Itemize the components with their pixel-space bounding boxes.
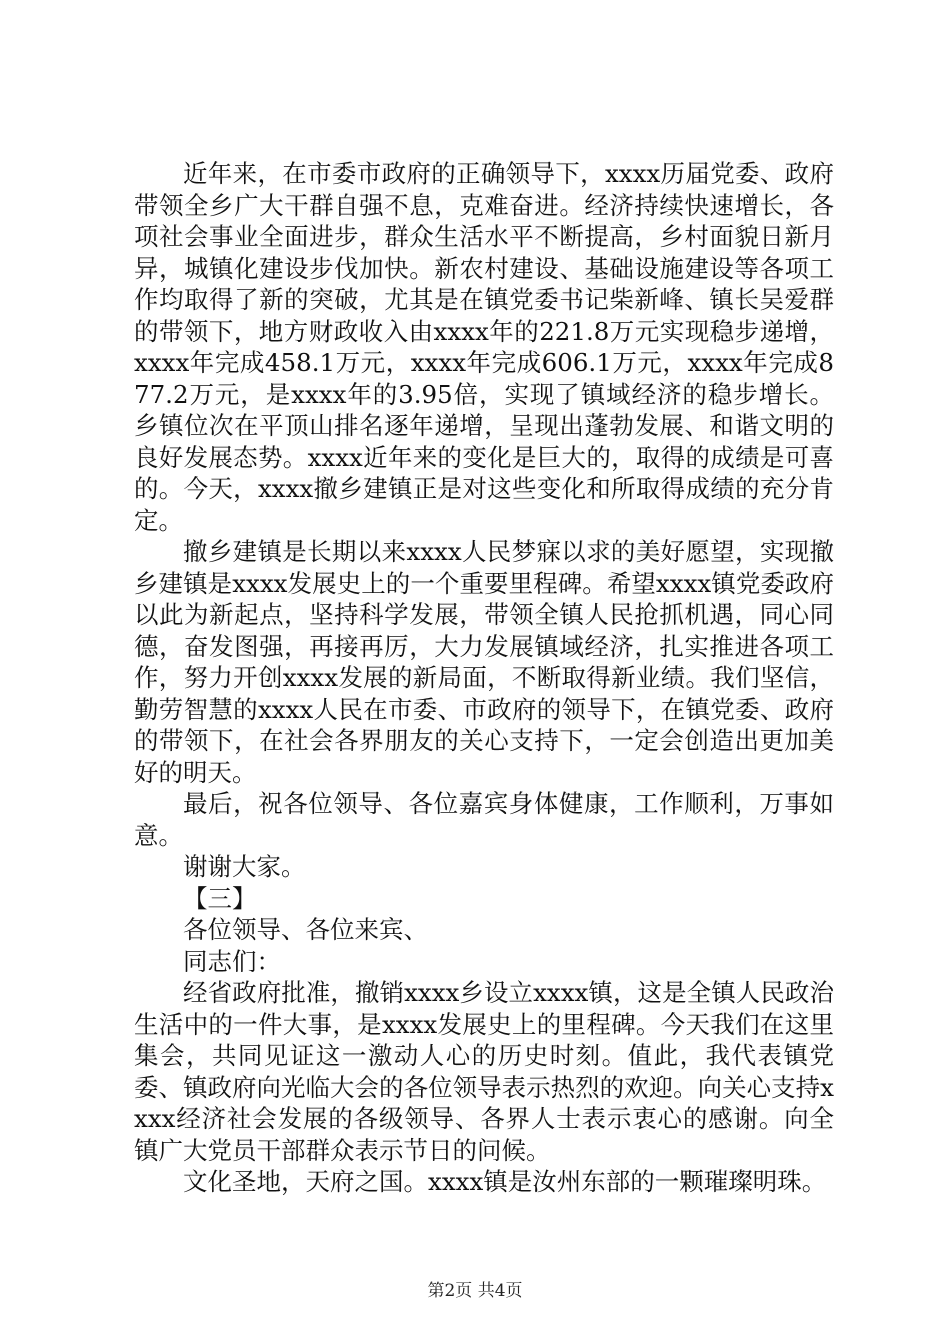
page-footer: 第2页 共4页	[427, 1281, 523, 1301]
body-paragraph-4: 经省政府批准，撤销xxxx乡设立xxxx镇，这是全镇人民政治生活中的一件大事，是xxxx发展史上的里程碑。今天我们在这里集会，共同见证这一激动人心的历史时刻。值此，我代表镇党委、镇政府向光临大会的各位领导表示热烈的欢迎。向关心支持xxxx经济社会发展的各级领导、各界人士表示衷心的感谢。向全镇广大党员干部群众表示节日的问候。	[134, 978, 834, 1165]
body-paragraph-3: 最后，祝各位领导、各位嘉宾身体健康，工作顺利，万事如意。	[134, 789, 834, 850]
salutation-line-1: 各位领导、各位来宾、	[183, 915, 428, 944]
body-paragraph-5: 文化圣地，天府之国。xxxx镇是汝州东部的一颗璀璨明珠。	[183, 1167, 827, 1196]
salutation-line-2: 同志们：	[183, 946, 281, 976]
document-body	[134, 158, 834, 1198]
section-heading: 【三】	[183, 883, 257, 913]
body-paragraph-2: 撤乡建镇是长期以来xxxx人民梦寐以求的美好愿望，实现撤乡建镇是xxxx发展史上的一个重要里程碑。希望xxxx镇党委政府以此为新起点，坚持科学发展，带领全镇人民抢抓机遇，同心同德，奋发图强，再接再厉，大力发展镇域经济，扎实推进各项工作，努力开创xxxx发展的新局面，不断取得新业绩。我们坚信，勤劳智慧的xxxx人民在市委、市政府的领导下，在镇党委、政府的带领下，在社会各界朋友的关心支持下，一定会创造出更加美好的明天。	[134, 537, 834, 787]
thanks-line: 谢谢大家。	[183, 852, 306, 881]
body-paragraph-1: 近年来，在市委市政府的正确领导下，xxxx历届党委、政府带领全乡广大干群自强不息，克难奋进。经济持续快速增长，各项社会事业全面进步，群众生活水平不断提高，乡村面貌日新月异，城镇化建设步伐加快。新农村建设、基础设施建设等各项工作均取得了新的突破，尤其是在镇党委书记柴新峰、镇长吴爱群的带领下，地方财政收入由xxxx年的221.8万元实现稳步递增，xxxx年完成458.1万元，xxxx年完成606.1万元，xxxx年完成877.2万元，是xxxx年的3.95倍，实现了镇域经济的稳步增长。乡镇位次在平顶山排名逐年递增，呈现出蓬勃发展、和谐文明的良好发展态势。xxxx近年来的变化是巨大的，取得的成绩是可喜的。今天，xxxx撤乡建镇正是对这些变化和所取得成绩的充分肯定。	[134, 159, 834, 535]
